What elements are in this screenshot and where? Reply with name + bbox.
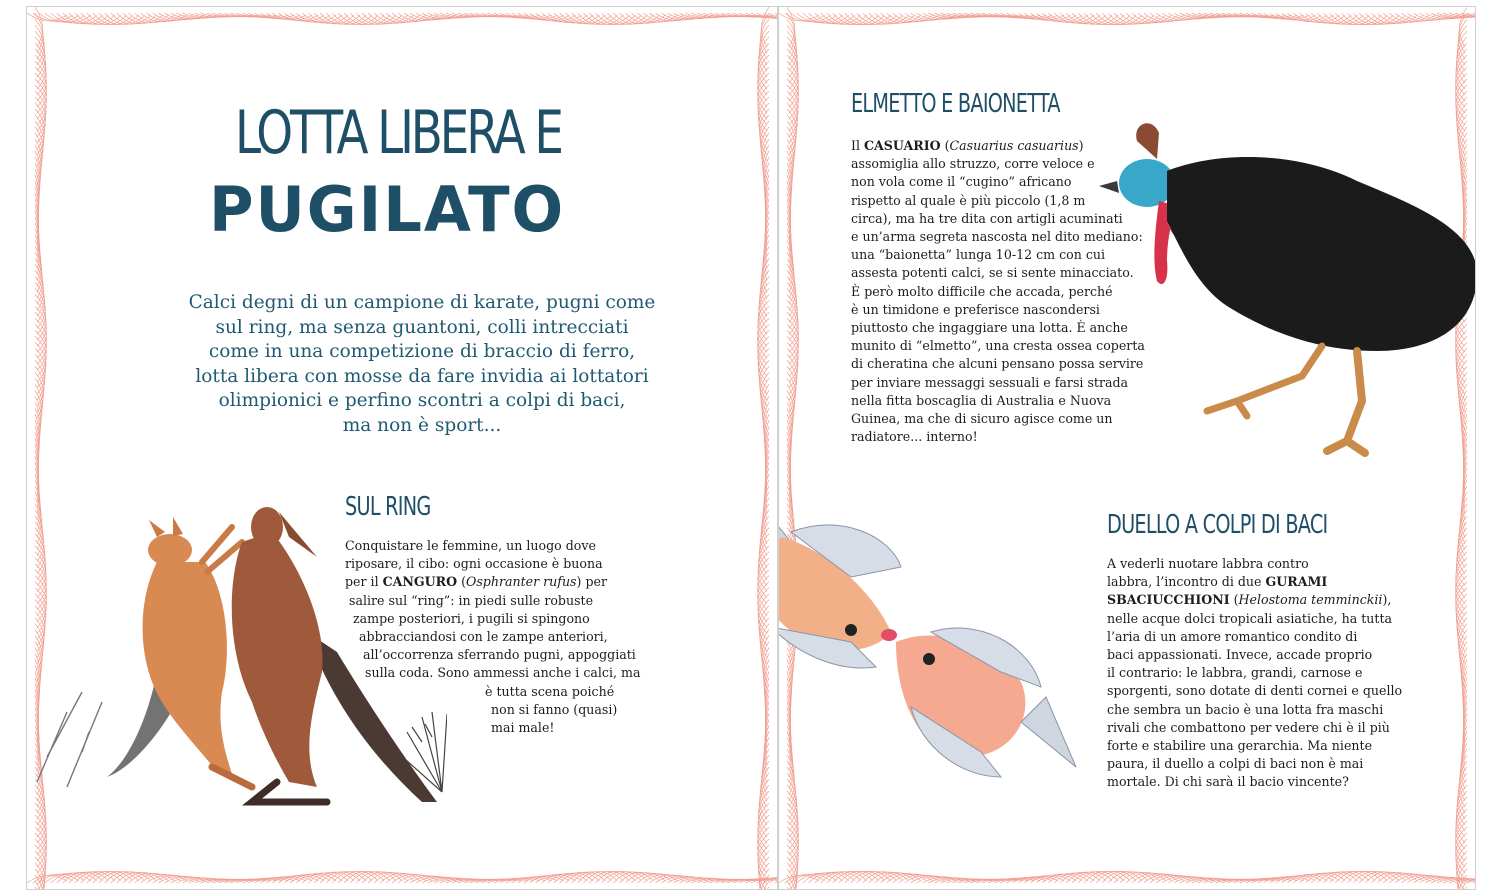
kissing-gourami-icon [896,628,1076,777]
text-line [1107,719,1437,737]
text-run: mai male! [491,720,555,736]
text-run: piuttosto che ingaggiare una lotta. È anche [851,320,1128,336]
text-run: non vola come il “cugino” africano [851,174,1072,190]
text-run: forte e stabilire una gerarchia. Ma niente [1107,738,1373,754]
text-run: riposare, il cibo: ogni occasione è buona [345,556,603,572]
text-run: di cheratina che alcuni pensano possa servire [851,356,1144,372]
intro-line: sul ring, ma senza guantoni, colli intrecciati [215,316,629,338]
kangaroo-icon [143,517,252,787]
text-run: salire sul “ring”: in piedi sulle robuste [349,592,594,608]
text-run: ), [1382,592,1392,608]
text-run: abbracciandosi con le zampe anteriori, [359,629,608,645]
text-run: ( [1229,592,1239,608]
scientific-name: Helostoma temminckii [1238,592,1383,608]
kissing-gourami-icon [778,517,901,668]
text-run: baci appassionati. Invece, accade proprio [1107,647,1373,663]
text-run: rispetto al quale è più piccolo (1,8 m [851,192,1086,208]
text-line [1107,610,1437,628]
text-run: che sembra un bacio è una lotta fra maschi [1107,701,1384,717]
text-line [1107,682,1437,700]
text-run: sulla coda. Sono ammessi anche i calci, ma [365,665,641,681]
title-line-1: LOTTA LIBERA E [235,98,561,168]
species-name: CASUARIO [864,138,941,153]
text-run: e un’arma segreta nascosta nel dito mediano: [851,229,1143,245]
text-run: l’aria di un amore romantico condito di [1107,628,1358,644]
scientific-name: Casuarius casuarius [949,138,1079,153]
text-run: sporgenti, sono dotate di denti cornei e quello [1107,683,1403,699]
text-run: ( [940,138,950,153]
kangaroos-illustration [27,502,447,822]
heading-sul-ring: SUL RING [345,492,431,522]
intro-line: lotta libera con mosse da fare invidia ai lottatori [195,365,649,387]
twig-icon [37,692,102,787]
intro-line: Calci degni di un campione di karate, pugni come [188,292,656,313]
heading-elmetto: ELMETTO E BAIONETTA [851,89,1060,119]
text-run: per il [345,574,383,590]
text-run: nelle acque dolci tropicali asiatiche, ha tutta [1107,610,1393,626]
text-run: il contrario: le labbra, grandi, carnose e [1107,665,1363,681]
kangaroo-icon [232,507,437,802]
text-run: mortale. Di chi sarà il bacio vincente? [1107,774,1349,790]
text-run: radiatore... interno! [851,429,978,445]
text-run: è un timidone e preferisce nascondersi [851,301,1100,317]
text-run: è tutta scena poiché [485,683,615,699]
text-run: all’occorrenza sferrando pugni, appoggiati [363,647,636,663]
text-run: Guinea, ma che di sicuro agisce come un [851,411,1113,427]
intro-paragraph [127,291,717,438]
text-run: zampe posteriori, i pugili si spingono [353,610,590,626]
text-line [1107,737,1437,755]
text-run: assesta potenti calci, se si sente minacciato. [851,265,1134,281]
text-line [1107,701,1437,719]
text-run: non si fanno (quasi) [491,701,618,717]
text-run: rivali che combattono per vedere chi è il più [1107,719,1390,735]
text-run: ) per [576,574,607,590]
intro-line: olimpionici e perfino scontri a colpi di baci, [218,390,626,411]
species-name: SBACIUCCHIONI [1107,592,1230,608]
left-page [26,6,778,890]
text-line [1107,628,1437,646]
intro-line: come in una competizione di braccio di ferro, [208,341,636,362]
text-run: assomiglia allo struzzo, corre veloce e [851,156,1095,172]
text-run: paura, il duello a colpi di baci non è mai [1107,756,1364,772]
cassowary-icon [1097,111,1476,461]
text-run: ( [457,574,467,590]
text-run: labbra, l’incontro di due [1107,574,1266,590]
species-name: CANGURO [382,574,458,590]
text-line [1107,591,1437,609]
text-run: Conquistare le femmine, un luogo dove [345,538,596,553]
text-run: per inviare messaggi sessuali e farsi strada [851,374,1129,390]
right-page [778,6,1476,890]
text-run: È però molto difficile che accada, perché [851,283,1113,299]
text-run: munito di “elmetto”, una cresta ossea coperta [851,338,1145,354]
text-run: circa), ma ha tre dita con artigli acuminati [851,210,1123,226]
text-line [1107,646,1437,664]
text-run: nella fitta boscaglia di Australia e Nuova [851,392,1112,408]
text-line [1107,755,1437,773]
text-line [1107,573,1437,591]
species-name: GURAMI [1265,574,1328,590]
text-line [1107,664,1437,682]
gourami-text [1107,555,1437,792]
heading-duello: DUELLO A COLPI DI BACI [1107,510,1328,540]
text-line [1107,555,1437,573]
text-run: ) [1078,138,1084,153]
text-line [1107,773,1437,791]
scientific-name: Osphranter rufus [466,574,577,590]
intro-line: ma non è sport... [342,414,502,436]
title-line-2: PUGILATO [209,173,566,246]
text-run: Il [851,138,865,153]
text-run: A vederli nuotare labbra contro [1107,556,1309,571]
text-run: una “baionetta” lunga 10-12 cm con cui [851,247,1106,263]
gourami-illustration [778,507,1081,807]
